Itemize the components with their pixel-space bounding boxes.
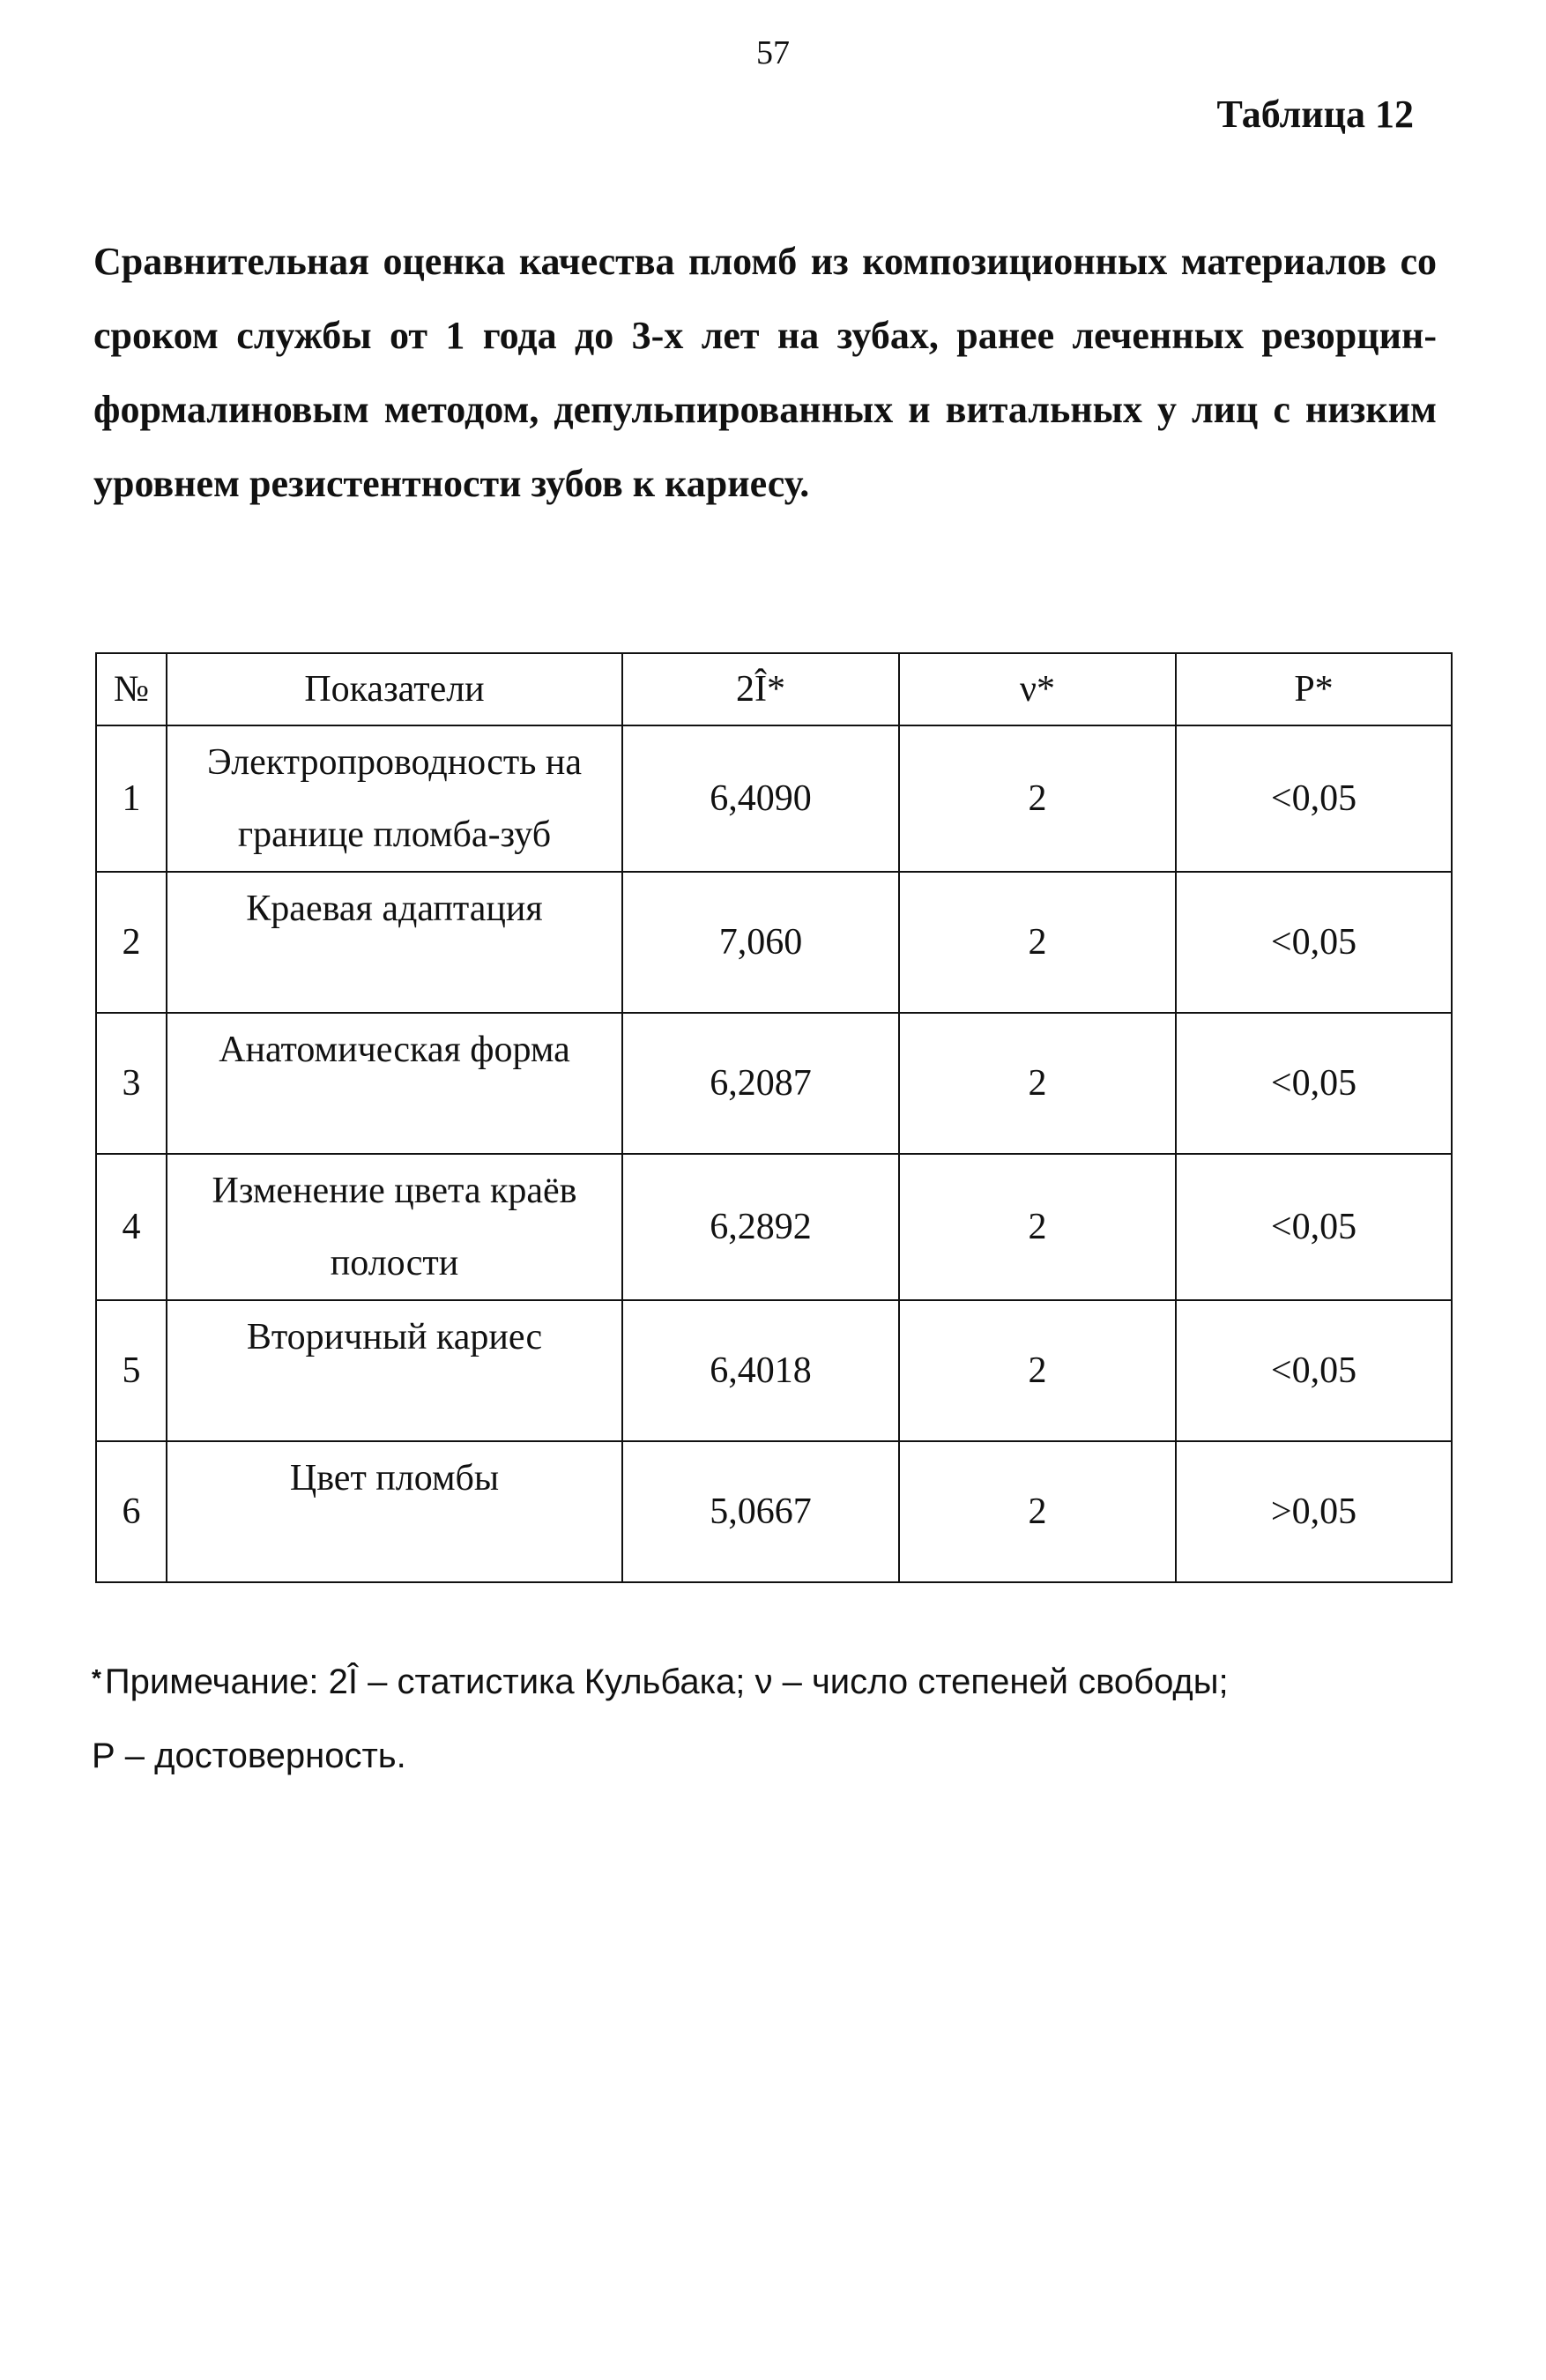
row-kullback-value: 6,2892	[622, 1154, 899, 1300]
header-number: №	[96, 653, 167, 725]
table-caption: Сравнительная оценка качества пломб из композиционных материалов со сроком службы от 1 года до 3-х лет на зубах, ранее леченных резорцин-формалиновым методом, депульпированных и витальных у лиц с низким уровнем резистентности зубов к кариесу.	[93, 240, 1437, 505]
row-significance: <0,05	[1176, 1300, 1452, 1441]
header-indicator: Показатели	[167, 653, 622, 725]
header-degrees-of-freedom: ν*	[899, 653, 1176, 725]
row-number: 1	[96, 725, 167, 872]
table-row	[96, 1154, 1452, 1300]
row-indicator: Краевая адаптация	[167, 872, 622, 1013]
page-number: 57	[756, 34, 790, 71]
row-indicator: Изменение цвета краёв полости	[167, 1154, 622, 1300]
table-row	[96, 1441, 1452, 1582]
row-degrees-of-freedom: 2	[899, 725, 1176, 872]
row-degrees-of-freedom: 2	[899, 1154, 1176, 1300]
row-number: 3	[96, 1013, 167, 1154]
row-kullback-value: 7,060	[622, 872, 899, 1013]
row-indicator: Цвет пломбы	[167, 1441, 622, 1582]
row-degrees-of-freedom: 2	[899, 1441, 1176, 1582]
table-row	[96, 725, 1452, 872]
row-number: 5	[96, 1300, 167, 1441]
table-header-row	[96, 653, 1452, 725]
footnote	[92, 1641, 1449, 1793]
row-kullback-value: 6,4018	[622, 1300, 899, 1441]
header-significance: P*	[1176, 653, 1452, 725]
row-kullback-value: 6,4090	[622, 725, 899, 872]
row-kullback-value: 5,0667	[622, 1441, 899, 1582]
row-indicator: Вторичный кариес	[167, 1300, 622, 1441]
table-label: Таблица 12	[1216, 93, 1414, 136]
row-significance: <0,05	[1176, 872, 1452, 1013]
row-indicator: Анатомическая форма	[167, 1013, 622, 1154]
footnote-line-1	[92, 1641, 1449, 1719]
row-kullback-value: 6,2087	[622, 1013, 899, 1154]
row-number: 2	[96, 872, 167, 1013]
row-indicator: Электропроводность на границе пломба-зуб	[167, 725, 622, 872]
row-significance: <0,05	[1176, 725, 1452, 872]
data-table	[95, 652, 1453, 1583]
row-number: 6	[96, 1441, 167, 1582]
footnote-text-1: Примечание: 2Î – статистика Кульбака; ν – число степеней свободы;	[104, 1662, 1229, 1701]
table-row	[96, 1013, 1452, 1154]
table-row	[96, 1300, 1452, 1441]
row-degrees-of-freedom: 2	[899, 1013, 1176, 1154]
row-significance: <0,05	[1176, 1013, 1452, 1154]
table-row	[96, 872, 1452, 1013]
header-kullback-statistic: 2Î*	[622, 653, 899, 725]
footnote-line-2: Р – достоверность.	[92, 1737, 406, 1775]
row-significance: >0,05	[1176, 1441, 1452, 1582]
row-significance: <0,05	[1176, 1154, 1452, 1300]
row-degrees-of-freedom: 2	[899, 872, 1176, 1013]
row-degrees-of-freedom: 2	[899, 1300, 1176, 1441]
footnote-marker: *	[92, 1664, 101, 1692]
row-number: 4	[96, 1154, 167, 1300]
